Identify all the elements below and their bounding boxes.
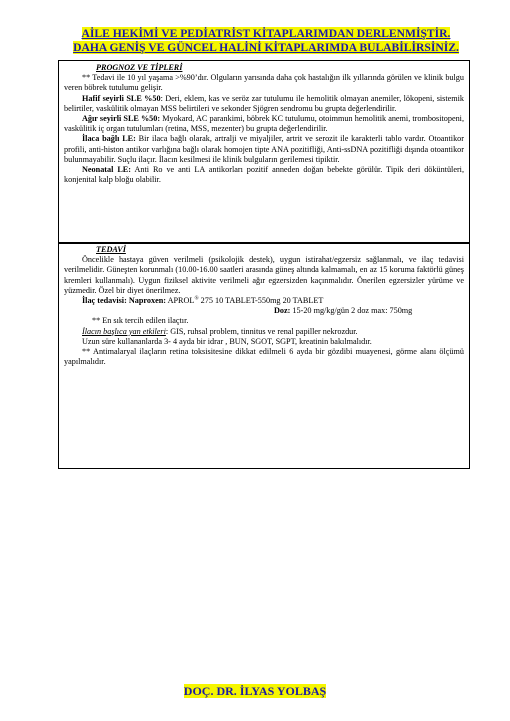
drug-le-text: Bir ilaca bağlı olarak, artralji ve miyaljiler, artrit ve serozit ile karakterli tablo vardır. Otoantikor profili, anti-histon antikor varlığına bağlı olarak homojen tipte ANA pozitifliği, Anti-ssDNA pozitifliği dışında otoantikor bulunmayabilir. Suçlu ilaçır. İlacın kesilmesi ile klinik bulguların gerilemesi tipiktir.: [64, 134, 464, 164]
drug-le-label: İlaca bağlı LE:: [82, 134, 136, 144]
prognosis-paragraph-1: ** Tedavi ile 10 yıl yaşama >%90’dır. Olguların yarısında daha çok hastalığın ilk yıllarında görülen ve klinik bulgu veren böbrek tutulumu gelişir.: [64, 73, 464, 93]
prognosis-heading: PROGNOZ VE TİPLERİ: [96, 63, 183, 72]
treatment-long-use: Uzun süre kullananlarda 3- 4 ayda bir idrar , BUN, SGOT, SGPT, kreatinin bakılmalıdır.: [82, 336, 372, 346]
treatment-heading: TEDAVİ: [96, 245, 126, 254]
severe-sle-label: Ağır seyirli SLE %50:: [82, 114, 161, 124]
header-banner: [64, 27, 468, 55]
treatment-side-effects: [64, 327, 464, 337]
severe-sle-text: Myokard, AC parankimi, böbrek KC tutulumu, otoimmun hemolitik anemi, trombositopeni, vaskülitik iç organ tutulumları (retina, MSS, mezenter) bu grupta değerlendirilir.: [64, 114, 464, 134]
prognosis-paragraph-neonatal: [64, 165, 464, 185]
prognosis-box: [58, 60, 470, 243]
neonatal-le-label: Neonatal LE:: [82, 165, 131, 175]
prognosis-paragraph-mild: [64, 94, 464, 114]
treatment-antimalaria: ** Antimalaryal ilaçların retina toksisitesine dikkat edilmeli 6 ayda bir gözdibi muayenesi, görme alanı ölçümü yapılmalıdır.: [64, 347, 464, 367]
mild-sle-label: Hafif seyirli SLE %50: [82, 93, 161, 103]
dose-label: Doz:: [274, 306, 291, 316]
banner-line-2: DAHA GENİŞ VE GÜNCEL HALİNİ KİTAPLARIMDA BULABİLİRSİNİZ.: [73, 41, 459, 54]
banner-line-1: AİLE HEKİMİ VE PEDİATRİST KİTAPLARIMDAN DERLENMİŞTİR.: [81, 27, 451, 40]
prognosis-paragraph-drug: [64, 134, 464, 165]
registered-mark: ®: [194, 295, 199, 302]
side-effects-text: : GIS, ruhsal problem, tinnitus ve renal papiller nekrozdur.: [165, 326, 358, 336]
treatment-drug-line: [64, 296, 464, 306]
dose-text: 15-20 mg/kg/gün 2 doz max: 750mg: [290, 306, 413, 316]
drug-forms: 275 10 TABLET-550mg 20 TABLET: [198, 296, 324, 306]
mild-sle-text: : Deri, eklem, kas ve seröz zar tutulumu ile hemolitik olmayan anemiler, lökopeni, sistemik belirtiler, vaskülitik olmayan MSS belirtileri ve sekonder Sjögren sendromu bu grupta değerlendirilir.: [64, 93, 464, 113]
treatment-paragraph-1: Öncelikle hastaya güven verilmeli (psikolojik destek), uygun istirahat/egzersiz sağlanmalı, ve ilaç tedavisi verilmelidir. Güneşten korunmalı (10.00-16.00 saatleri arasında güneş altında kalmamalı, en az 15 koruma faktörlü güneş kremleri kullanmalı). Uygun fiziksel aktivite verilmeli ağır egzersizden kaçınmalıdır. Önerilen egzersizler yürüme ve yüzmedir. Özel bir diyet önerilmez.: [64, 255, 464, 295]
treatment-note: ** En sık tercih edilen ilaçtır.: [92, 316, 189, 326]
treatment-dose-line: [64, 306, 464, 316]
treatment-box: [58, 243, 470, 469]
prognosis-paragraph-severe: [64, 114, 464, 134]
drug-therapy-label: İlaç tedavisi: Naproxen:: [82, 296, 166, 306]
drug-name: APROL: [166, 296, 195, 306]
author-text: DOÇ. DR. İLYAS YOLBAŞ: [183, 684, 327, 698]
side-effects-label: İlacın başlıca yan etkileri: [82, 326, 166, 336]
author-name: [0, 684, 510, 699]
neonatal-le-text: Anti Ro ve anti LA antikorları pozitif anneden doğan bebekte görülür. Tipik deri döküntüleri, konjenital kalp bloğu olabilir.: [64, 165, 465, 185]
